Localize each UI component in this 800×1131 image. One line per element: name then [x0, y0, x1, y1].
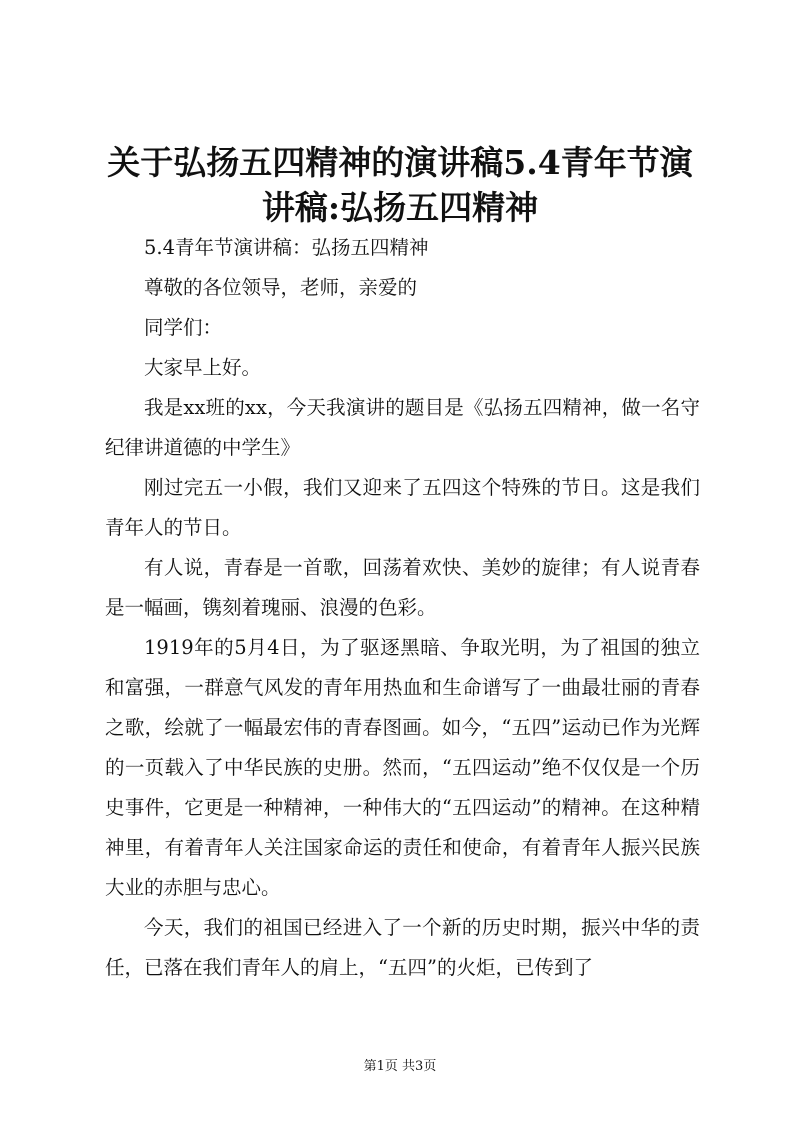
- paragraph: 今天，我们的祖国已经进入了一个新的历史时期，振兴中华的责任，已落在我们青年人的肩上，“五四”的火炬，已传到了: [105, 916, 700, 979]
- paragraph: 1919年的5月4日，为了驱逐黑暗、争取光明，为了祖国的独立和富强，一群意气风发的青年用热血和生命谱写了一曲最壮丽的青春之歌，绘就了一幅最宏伟的青春图画。如今，“五四”运动已作为光辉的一页载入了中华民族的史册。然而，“五四运动”绝不仅仅是一个历史事件，它更是一种精神，一种伟大的“五四运动”的精神。在这种精神里，有着青年人关注国家命运的责任和使命，有着青年人振兴民族大业的赤胆与忠心。: [105, 636, 700, 899]
- document-title: 关于弘扬五四精神的演讲稿5.4青年节演讲稿:弘扬五四精神: [107, 143, 693, 227]
- page-footer: 第1页 共3页: [363, 1059, 437, 1074]
- paragraph: 同学们：: [144, 316, 223, 339]
- paragraph: 尊敬的各位领导，老师，亲爱的: [144, 276, 418, 299]
- paragraph: 大家早上好。: [144, 356, 262, 379]
- paragraph: 我是xx班的xx，今天我演讲的题目是《弘扬五四精神，做一名守纪律讲道德的中学生》: [105, 396, 700, 459]
- document-body: [105, 228, 700, 988]
- paragraph: 5.4青年节演讲稿：弘扬五四精神: [144, 236, 429, 259]
- paragraph: 刚过完五一小假，我们又迎来了五四这个特殊的节日。这是我们青年人的节日。: [105, 476, 700, 539]
- paragraph: 有人说，青春是一首歌，回荡着欢快、美妙的旋律；有人说青春是一幅画，镌刻着瑰丽、浪漫的色彩。: [105, 556, 700, 619]
